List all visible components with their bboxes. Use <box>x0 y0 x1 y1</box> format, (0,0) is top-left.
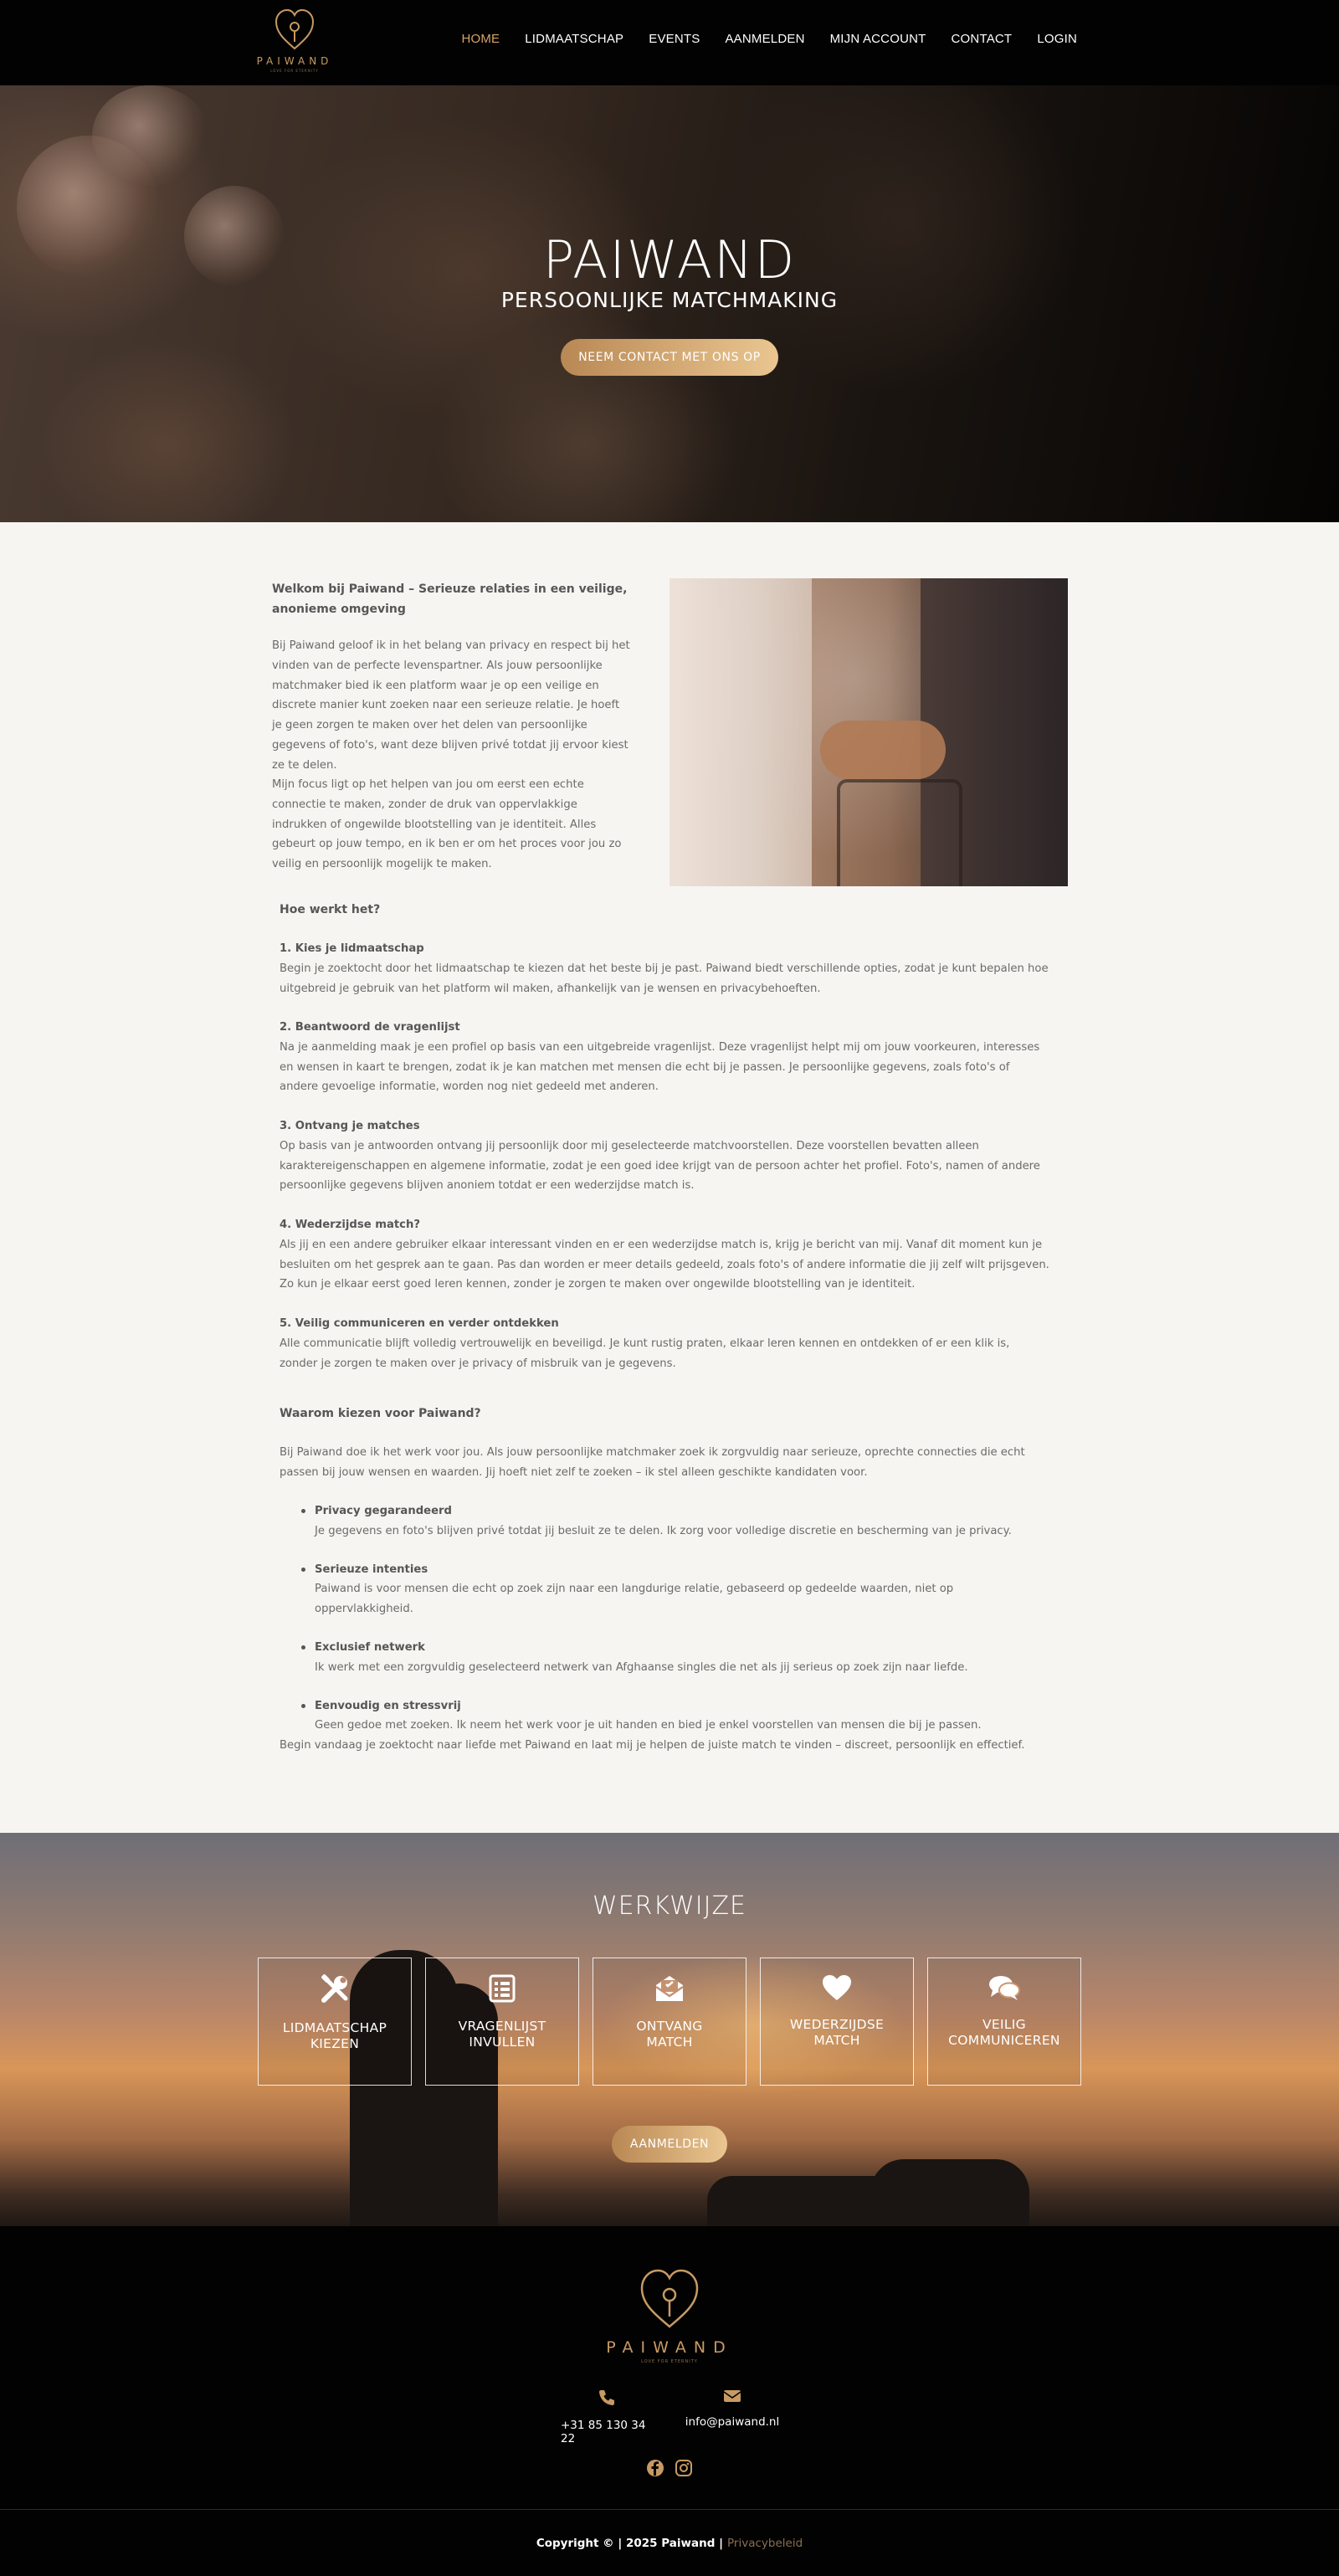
facebook-icon[interactable] <box>646 2459 664 2477</box>
tools-icon <box>319 1973 351 2005</box>
benefit-text: Ik werk met een zorgvuldig geselecteerd netwerk van Afghaanse singles die net als jij serieus op zoek zijn naar liefde. <box>315 1660 968 1674</box>
instagram-icon[interactable] <box>675 2459 693 2477</box>
main-content <box>0 522 1339 1833</box>
copyright-bar <box>0 2509 1339 2576</box>
phone-number[interactable]: +31 85 130 34 22 <box>561 2419 646 2445</box>
hero-rose-decoration <box>92 85 209 186</box>
main-menu <box>436 32 1077 46</box>
werkwijze-section <box>0 1833 1339 2226</box>
phone-icon <box>598 2389 616 2407</box>
benefit-title: Exclusief netwerk <box>315 1640 425 1654</box>
brand-tagline: LOVE FOR ETERNITY <box>641 2359 698 2364</box>
footer-phone[interactable] <box>561 2389 653 2445</box>
aanmelden-button[interactable]: AANMELDEN <box>612 2126 727 2163</box>
contact-cta-button[interactable]: NEEM CONTACT MET ONS OP <box>561 339 778 376</box>
nav-item-lidmaatschap[interactable]: LIDMAATSCHAP <box>525 32 624 46</box>
envelope-icon <box>723 2389 741 2404</box>
wedding-couple-photo <box>670 578 1068 886</box>
photo-bicycle-shape <box>837 779 962 886</box>
nav-item-events[interactable]: EVENTS <box>649 32 700 46</box>
werkwijze-card-veilig-communiceren[interactable] <box>927 1958 1081 2086</box>
nav-item-home[interactable]: HOME <box>461 32 500 46</box>
step-5 <box>280 1314 1049 1373</box>
step-text: Als jij en een andere gebruiker elkaar interessant vinden en er een wederzijdse match is, krijg je bericht van mij. Vanaf dit moment kun je besluiten om het gesprek aan te gaan. Pas dan worden er meer details gedeeld, zoals foto's of andere informatie die jij zelf wilt prijsgeven. Zo kun je elkaar eerst goed leren kennen, zonder je zorgen te maken over ongewilde blootstelling van je identiteit. <box>280 1238 1049 1291</box>
step-title: 4. Wederzijdse match? <box>280 1219 421 1231</box>
top-navigation <box>0 0 1339 85</box>
nav-item-contact[interactable]: CONTACT <box>951 32 1013 46</box>
intro-heading: Welkom bij Paiwand – Serieuze relaties in een veilige, anonieme omgeving <box>272 582 628 616</box>
heart-logo-icon <box>274 8 315 52</box>
list-icon <box>488 1973 516 2004</box>
list-item <box>280 1696 1049 1737</box>
nav-item-login[interactable]: LOGIN <box>1037 32 1077 46</box>
step-text: Begin je zoektocht door het lidmaatschap te kiezen dat het beste bij je past. Paiwand biedt verschillende opties, zodat je kunt bepalen hoe uitgebreid je gebruik van het platform wil maken, afhankelijk van je wensen en privacybehoeften. <box>280 962 1049 995</box>
step-text: Op basis van je antwoorden ontvang jij persoonlijk door mij geselecteerde matchvoorstellen. Deze voorstellen bevatten alleen karaktereigenschappen en algemene informatie, zodat je een goed idee krijgt van de persoon achter het profiel. Foto's, namen of andere persoonlijke gegevens blijven anoniem totdat er een wederzijdse match is. <box>280 1139 1040 1193</box>
footer-logo[interactable] <box>604 2268 735 2364</box>
werkwijze-card-ontvang-match[interactable] <box>593 1958 746 2086</box>
how-it-works-title: Hoe werkt het? <box>280 903 381 916</box>
hero-title: PAIWAND <box>542 229 797 290</box>
step-text: Alle communicatie blijft volledig vertrouwelijk en beveiligd. Je kunt rustig praten, elkaar leren kennen en ontdekken of er een klik is, zonder je zorgen te maken over je privacy of misbruik van je gegevens. <box>280 1337 1010 1370</box>
card-label: ONTVANG MATCH <box>636 2019 703 2050</box>
card-label: VRAGENLIJST INVULLEN <box>458 2019 546 2050</box>
photo-dress-shape <box>670 578 812 886</box>
benefit-text: Paiwand is voor mensen die echt op zoek zijn naar een langdurige relatie, gebaseerd op gedeelde waarden, niet op oppervlakkigheid. <box>315 1583 954 1616</box>
benefits-list <box>280 1501 1049 1754</box>
site-footer <box>0 2226 1339 2576</box>
list-item <box>280 1638 1049 1678</box>
step-2 <box>280 1018 1049 1097</box>
werkwijze-card-vragenlijst[interactable] <box>425 1958 579 2086</box>
step-3 <box>280 1116 1049 1196</box>
envelope-open-icon <box>654 1973 685 2004</box>
benefit-title: Serieuze intenties <box>315 1563 428 1576</box>
list-item <box>280 1560 1049 1619</box>
nav-item-aanmelden[interactable]: AANMELDEN <box>725 32 805 46</box>
photo-hands-shape <box>820 721 946 779</box>
step-4 <box>280 1215 1049 1295</box>
step-text: Na je aanmelding maak je een profiel op basis van een uitgebreide vragenlijst. Deze vragenlijst helpt mij om jouw voorkeuren, interesses en wensen in kaart te brengen, zodat ik je kan matchen met mensen die echt bij je passen. Je persoonlijke gegevens, zoals foto's of andere gevoelige informatie, worden nog niet gedeeld met anderen. <box>280 1040 1040 1094</box>
benefit-text: Je gegevens en foto's blijven privé totdat jij besluit ze te delen. Ik zorg voor volledige discretie en bescherming van je privacy. <box>315 1524 1012 1537</box>
card-label: VEILIG COMMUNICEREN <box>948 2017 1060 2048</box>
hero-banner <box>0 85 1339 522</box>
email-address[interactable]: info@paiwand.nl <box>685 2415 780 2429</box>
bicycle-silhouette <box>870 2159 1029 2226</box>
benefit-text: Geen gedoe met zoeken. Ik neem het werk voor je uit handen en bied je enkel voorstellen van mensen die bij je passen. <box>315 1719 982 1732</box>
social-links <box>646 2459 693 2477</box>
heart-icon <box>821 1973 853 2002</box>
brand-name: PAIWAND <box>256 55 333 67</box>
step-title: 1. Kies je lidmaatschap <box>280 942 424 955</box>
intro-paragraph-2: Mijn focus ligt op het helpen van jou om eerst een echte connectie te maken, zonder de druk van oppervlakkige indrukken of ongewilde blootstelling van je identiteit. Alles gebeurt op jouw tempo, en ik ben er om het proces voor jou zo veilig en persoonlijk mogelijk te maken. <box>272 778 622 871</box>
closing-text: Begin vandaag je zoektocht naar liefde met Paiwand en laat mij je helpen de juiste match te vinden – discreet, persoonlijk en effectief. <box>280 1739 1025 1752</box>
why-title: Waarom kiezen voor Paiwand? <box>280 1407 481 1420</box>
brand-logo[interactable] <box>251 8 338 75</box>
intro-paragraph-1: Bij Paiwand geloof ik in het belang van privacy en respect bij het vinden van de perfecte levenspartner. Als jouw persoonlijke matchmaker bied ik een platform waar je op een veilige en discrete manier kunt zoeken naar een serieuze relatie. Je hoeft je geen zorgen te maken over het delen van persoonlijke gegevens of foto's, want deze blijven privé totdat jij ervoor kiest ze te delen. <box>272 639 630 772</box>
hero-subtitle: PERSOONLIJKE MATCHMAKING <box>500 288 839 312</box>
list-item <box>280 1501 1049 1542</box>
werkwijze-card-wederzijdse-match[interactable] <box>760 1958 914 2086</box>
step-title: 5. Veilig communiceren en verder ontdekken <box>280 1317 559 1330</box>
werkwijze-title: WERKWIJZE <box>593 1891 746 1921</box>
copyright-text: Copyright © | 2025 Paiwand | <box>536 2536 724 2550</box>
benefit-title: Eenvoudig en stressvrij <box>315 1699 461 1712</box>
brand-name: PAIWAND <box>606 2338 733 2357</box>
benefit-title: Privacy gegarandeerd <box>315 1505 452 1517</box>
card-label: LIDMAATSCHAP KIEZEN <box>282 2020 387 2051</box>
comments-icon <box>988 1973 1021 2002</box>
nav-item-mijn-account[interactable]: MIJN ACCOUNT <box>829 32 926 46</box>
werkwijze-card-lidmaatschap[interactable] <box>258 1958 412 2086</box>
card-label: WEDERZIJDSE MATCH <box>789 2017 885 2048</box>
heart-logo-icon <box>639 2268 700 2330</box>
step-title: 3. Ontvang je matches <box>280 1120 420 1132</box>
step-title: 2. Beantwoord de vragenlijst <box>280 1021 460 1034</box>
footer-email[interactable] <box>686 2389 778 2429</box>
privacy-policy-link[interactable]: Privacybeleid <box>727 2536 803 2550</box>
why-intro: Bij Paiwand doe ik het werk voor jou. Als jouw persoonlijke matchmaker zoek ik zorgvuldig naar serieuze, oprechte connecties die echt passen bij jouw wensen en waarden. Jij hoeft niet zelf te zoeken – ik stel alleen geschikte kandidaten voor. <box>280 1446 1025 1479</box>
step-1 <box>280 939 1049 998</box>
brand-tagline: LOVE FOR ETERNITY <box>270 69 319 73</box>
werkwijze-cards <box>258 1958 1081 2086</box>
